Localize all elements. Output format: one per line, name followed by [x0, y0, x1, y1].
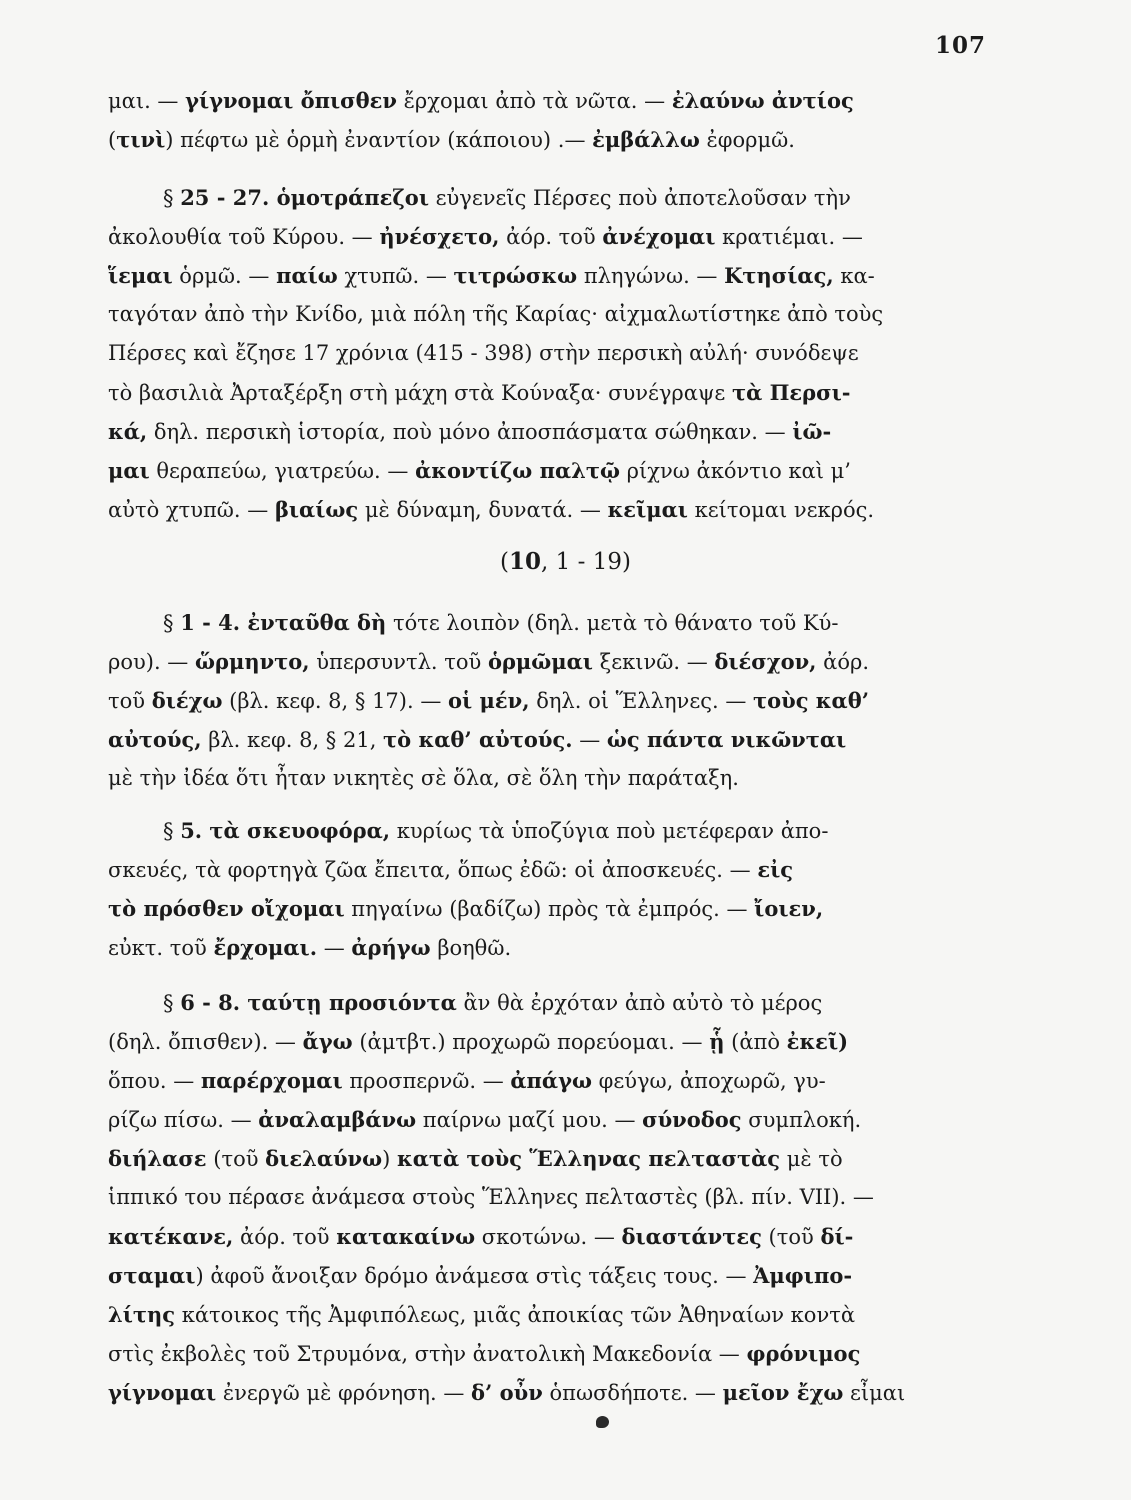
glossary-block-1: [108, 88, 978, 166]
text-line: αὐτούς, βλ. κεφ. 8, § 21, τὸ καθ’ αὐτούς. — ὡς πάντα νικῶνται: [108, 727, 847, 752]
glossary-block-4: [108, 818, 978, 974]
text-line: ταγόταν ἀπὸ τὴν Κνίδο, μιὰ πόλη τῆς Καρίας· αἰχμαλωτίστηκε ἀπὸ τοὺς: [108, 302, 884, 326]
text-line: στὶς ἐκβολὲς τοῦ Στρυμόνα, στὴν ἀνατολικὴ Μακεδονία — φρόνιμος: [108, 1341, 861, 1366]
text-line: § 25 - 27. ὁμοτράπεζοι εὐγενεῖς Πέρσες ποὺ ἀποτελοῦσαν τὴν: [163, 185, 851, 210]
text-line: σκευές, τὰ φορτηγὰ ζῶα ἔπειτα, ὅπως ἐδῶ: οἱ ἀποσκευές. — εἰς: [108, 857, 794, 882]
text-line: (δηλ. ὄπισθεν). — ἄγω (ἀμτβτ.) προχωρῶ πορεύομαι. — ᾗ (ἀπὸ ἐκεῖ): [108, 1029, 849, 1054]
text-line: § 6 - 8. ταύτῃ προσιόντα ἂν θὰ ἐρχόταν ἀπὸ αὐτὸ τὸ μέρος: [163, 990, 823, 1015]
text-line: εὐκτ. τοῦ ἔρχομαι. — ἀρήγω βοηθῶ.: [108, 935, 512, 960]
glossary-block-3: [108, 610, 978, 805]
text-line: ἱππικό του πέρασε ἀνάμεσα στοὺς Ἕλληνες πελταστὲς (βλ. πίν. VII). —: [108, 1185, 874, 1209]
text-line: ρου). — ὥρμηντο, ὑπερσυντλ. τοῦ ὁρμῶμαι ξεκινῶ. — διέσχον, ἀόρ.: [108, 649, 870, 674]
text-line: § 5. τὰ σκευοφόρα, κυρίως τὰ ὑποζύγια ποὺ μετέφεραν ἀπο-: [163, 818, 829, 843]
text-line: διήλασε (τοῦ διελαύνω) κατὰ τοὺς Ἕλληνας πελταστὰς μὲ τὸ: [108, 1146, 843, 1171]
page-number: 107: [935, 32, 987, 59]
text-line: (τινὶ) πέφτω μὲ ὁρμὴ ἐναντίον (κάποιου) .— ἐμβάλλω ἐφορμῶ.: [108, 127, 795, 152]
text-line: γίγνομαι ἐνεργῶ μὲ φρόνηση. — δ’ οὖν ὁπωσδήποτε. — μεῖον ἔχω εἶμαι: [108, 1380, 906, 1405]
text-line: τὸ βασιλιὰ Ἀρταξέρξη στὴ μάχη στὰ Κούναξα· συνέγραψε τὰ Περσι-: [108, 380, 851, 405]
text-line: ἵεμαι ὁρμῶ. — παίω χτυπῶ. — τιτρώσκω πληγώνω. — Κτησίας, κα-: [108, 263, 875, 288]
text-line: § 1 - 4. ἐνταῦθα δὴ τότε λοιπὸν (δηλ. μετὰ τὸ θάνατο τοῦ Κύ-: [163, 610, 839, 635]
text-line: ρίζω πίσω. — ἀναλαμβάνω παίρνω μαζί μου. — σύνοδος συμπλοκή.: [108, 1107, 862, 1132]
glossary-block-5: [108, 990, 978, 1419]
text-line: λίτης κάτοικος τῆς Ἀμφιπόλεως, μιᾶς ἀποικίας τῶν Ἀθηναίων κοντὰ: [108, 1302, 856, 1327]
text-line: μὲ τὴν ἰδέα ὅτι ἦταν νικητὲς σὲ ὅλα, σὲ ὅλη τὴν παράταξη.: [108, 766, 739, 790]
text-line: κά, δηλ. περσικὴ ἱστορία, ποὺ μόνο ἀποσπάσματα σώθηκαν. — ἰῶ-: [108, 419, 832, 444]
text-line: αὐτὸ χτυπῶ. — βιαίως μὲ δύναμη, δυνατά. — κεῖμαι κείτομαι νεκρός.: [108, 497, 875, 522]
glossary-block-2: [108, 185, 978, 536]
text-line: κατέκανε, ἀόρ. τοῦ κατακαίνω σκοτώνω. — διαστάντες (τοῦ δί-: [108, 1224, 854, 1249]
text-line: μαι. — γίγνομαι ὄπισθεν ἔρχομαι ἀπὸ τὰ νῶτα. — ἐλαύνω ἀντίος: [108, 88, 854, 113]
text-line: μαι θεραπεύω, γιατρεύω. — ἀκοντίζω παλτῷ ρίχνω ἀκόντιο καὶ μ’: [108, 458, 851, 483]
text-line: ἀκολουθία τοῦ Κύρου. — ἠνέσχετο, ἀόρ. τοῦ ἀνέχομαι κρατιέμαι. —: [108, 224, 863, 249]
text-line: Πέρσες καὶ ἔζησε 17 χρόνια (415 - 398) στὴν περσικὴ αὐλή· συνόδεψε: [108, 341, 859, 365]
text-line: τὸ πρόσθεν οἴχομαι πηγαίνω (βαδίζω) πρὸς τὰ ἐμπρός. — ἴοιεν,: [108, 896, 824, 921]
text-line: ὅπου. — παρέρχομαι προσπερνῶ. — ἀπάγω φεύγω, ἀποχωρῶ, γυ-: [108, 1068, 826, 1093]
text-line: τοῦ διέχω (βλ. κεφ. 8, § 17). — οἱ μέν, δηλ. οἱ Ἕλληνες. — τοὺς καθ’: [108, 688, 870, 713]
ink-spot-mark: [596, 1416, 609, 1428]
text-line: σταμαι) ἀφοῦ ἄνοιξαν δρόμο ἀνάμεσα στὶς τάξεις τους. — Ἀμφιπο-: [108, 1263, 853, 1288]
section-heading: (10, 1 - 19): [500, 548, 631, 575]
